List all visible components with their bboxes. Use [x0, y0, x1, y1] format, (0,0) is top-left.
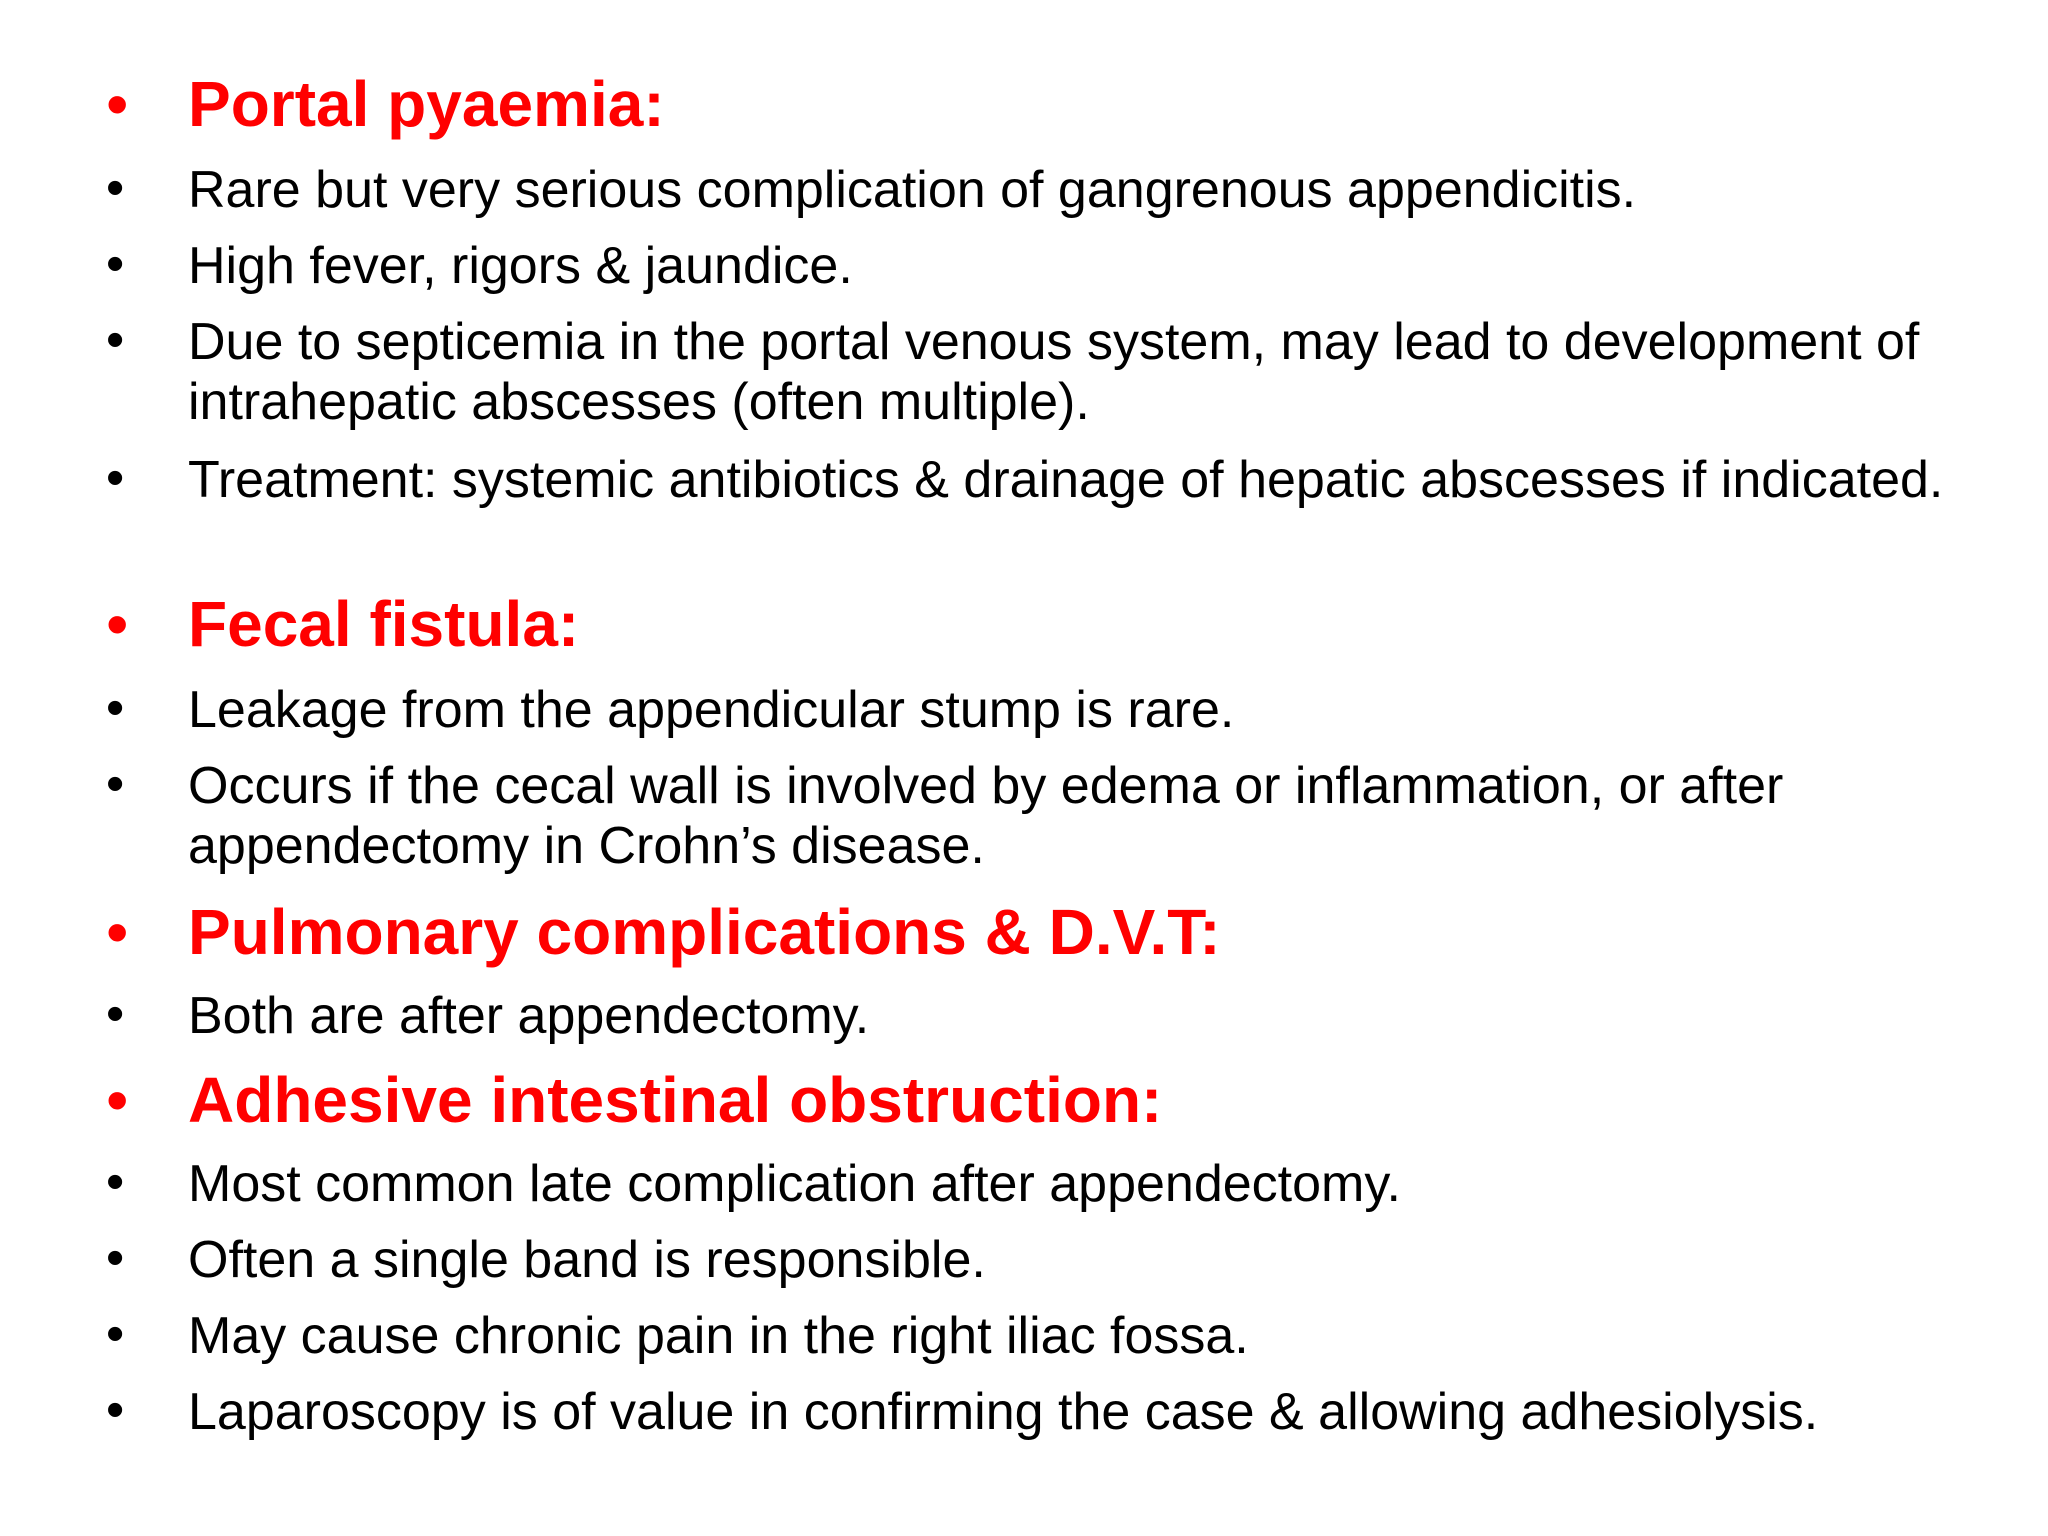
bullet-icon: • [106, 159, 125, 217]
list-item-text: Leakage from the appendicular stump is rare. [188, 681, 1235, 739]
bullet-icon: • [106, 1064, 129, 1136]
bullet-icon: • [106, 449, 125, 507]
list-item-text: Due to septicemia in the portal venous system, may lead to development of intrahepatic abscesses (often multiple). [188, 313, 1920, 431]
bullet-icon: • [106, 1229, 125, 1287]
heading-text: Pulmonary complications & D.V.T: [188, 896, 1221, 968]
bullet-icon: • [106, 1305, 125, 1363]
list-item-text: Treatment: systemic antibiotics & drainage of hepatic abscesses if indicated. [188, 451, 1944, 509]
bullet-icon: • [106, 896, 129, 968]
bullet-icon: • [106, 1381, 125, 1439]
heading-text: Fecal fistula: [188, 588, 580, 660]
bullet-icon: • [106, 588, 129, 660]
list-item-text: Often a single band is responsible. [188, 1231, 986, 1289]
list-item-text: May cause chronic pain in the right iliac fossa. [188, 1307, 1249, 1365]
bullet-icon: • [106, 235, 125, 293]
bullet-icon: • [106, 679, 125, 737]
bullet-icon: • [106, 311, 125, 369]
bullet-icon: • [106, 1153, 125, 1211]
list-item-text: Rare but very serious complication of gangrenous appendicitis. [188, 161, 1637, 219]
list-item-text: Occurs if the cecal wall is involved by edema or inflammation, or after appendectomy in Crohn’s disease. [188, 757, 1784, 875]
list-item-text: Both are after appendectomy. [188, 987, 870, 1045]
list-item-text: Laparoscopy is of value in confirming the case & allowing adhesiolysis. [188, 1383, 1819, 1441]
bullet-icon: • [106, 985, 125, 1043]
heading-text: Adhesive intestinal obstruction: [188, 1064, 1163, 1136]
bullet-icon: • [106, 68, 129, 140]
list-item-text: Most common late complication after appendectomy. [188, 1155, 1401, 1213]
heading-text: Portal pyaemia: [188, 68, 665, 140]
bullet-icon: • [106, 755, 125, 813]
list-item-text: High fever, rigors & jaundice. [188, 237, 853, 295]
